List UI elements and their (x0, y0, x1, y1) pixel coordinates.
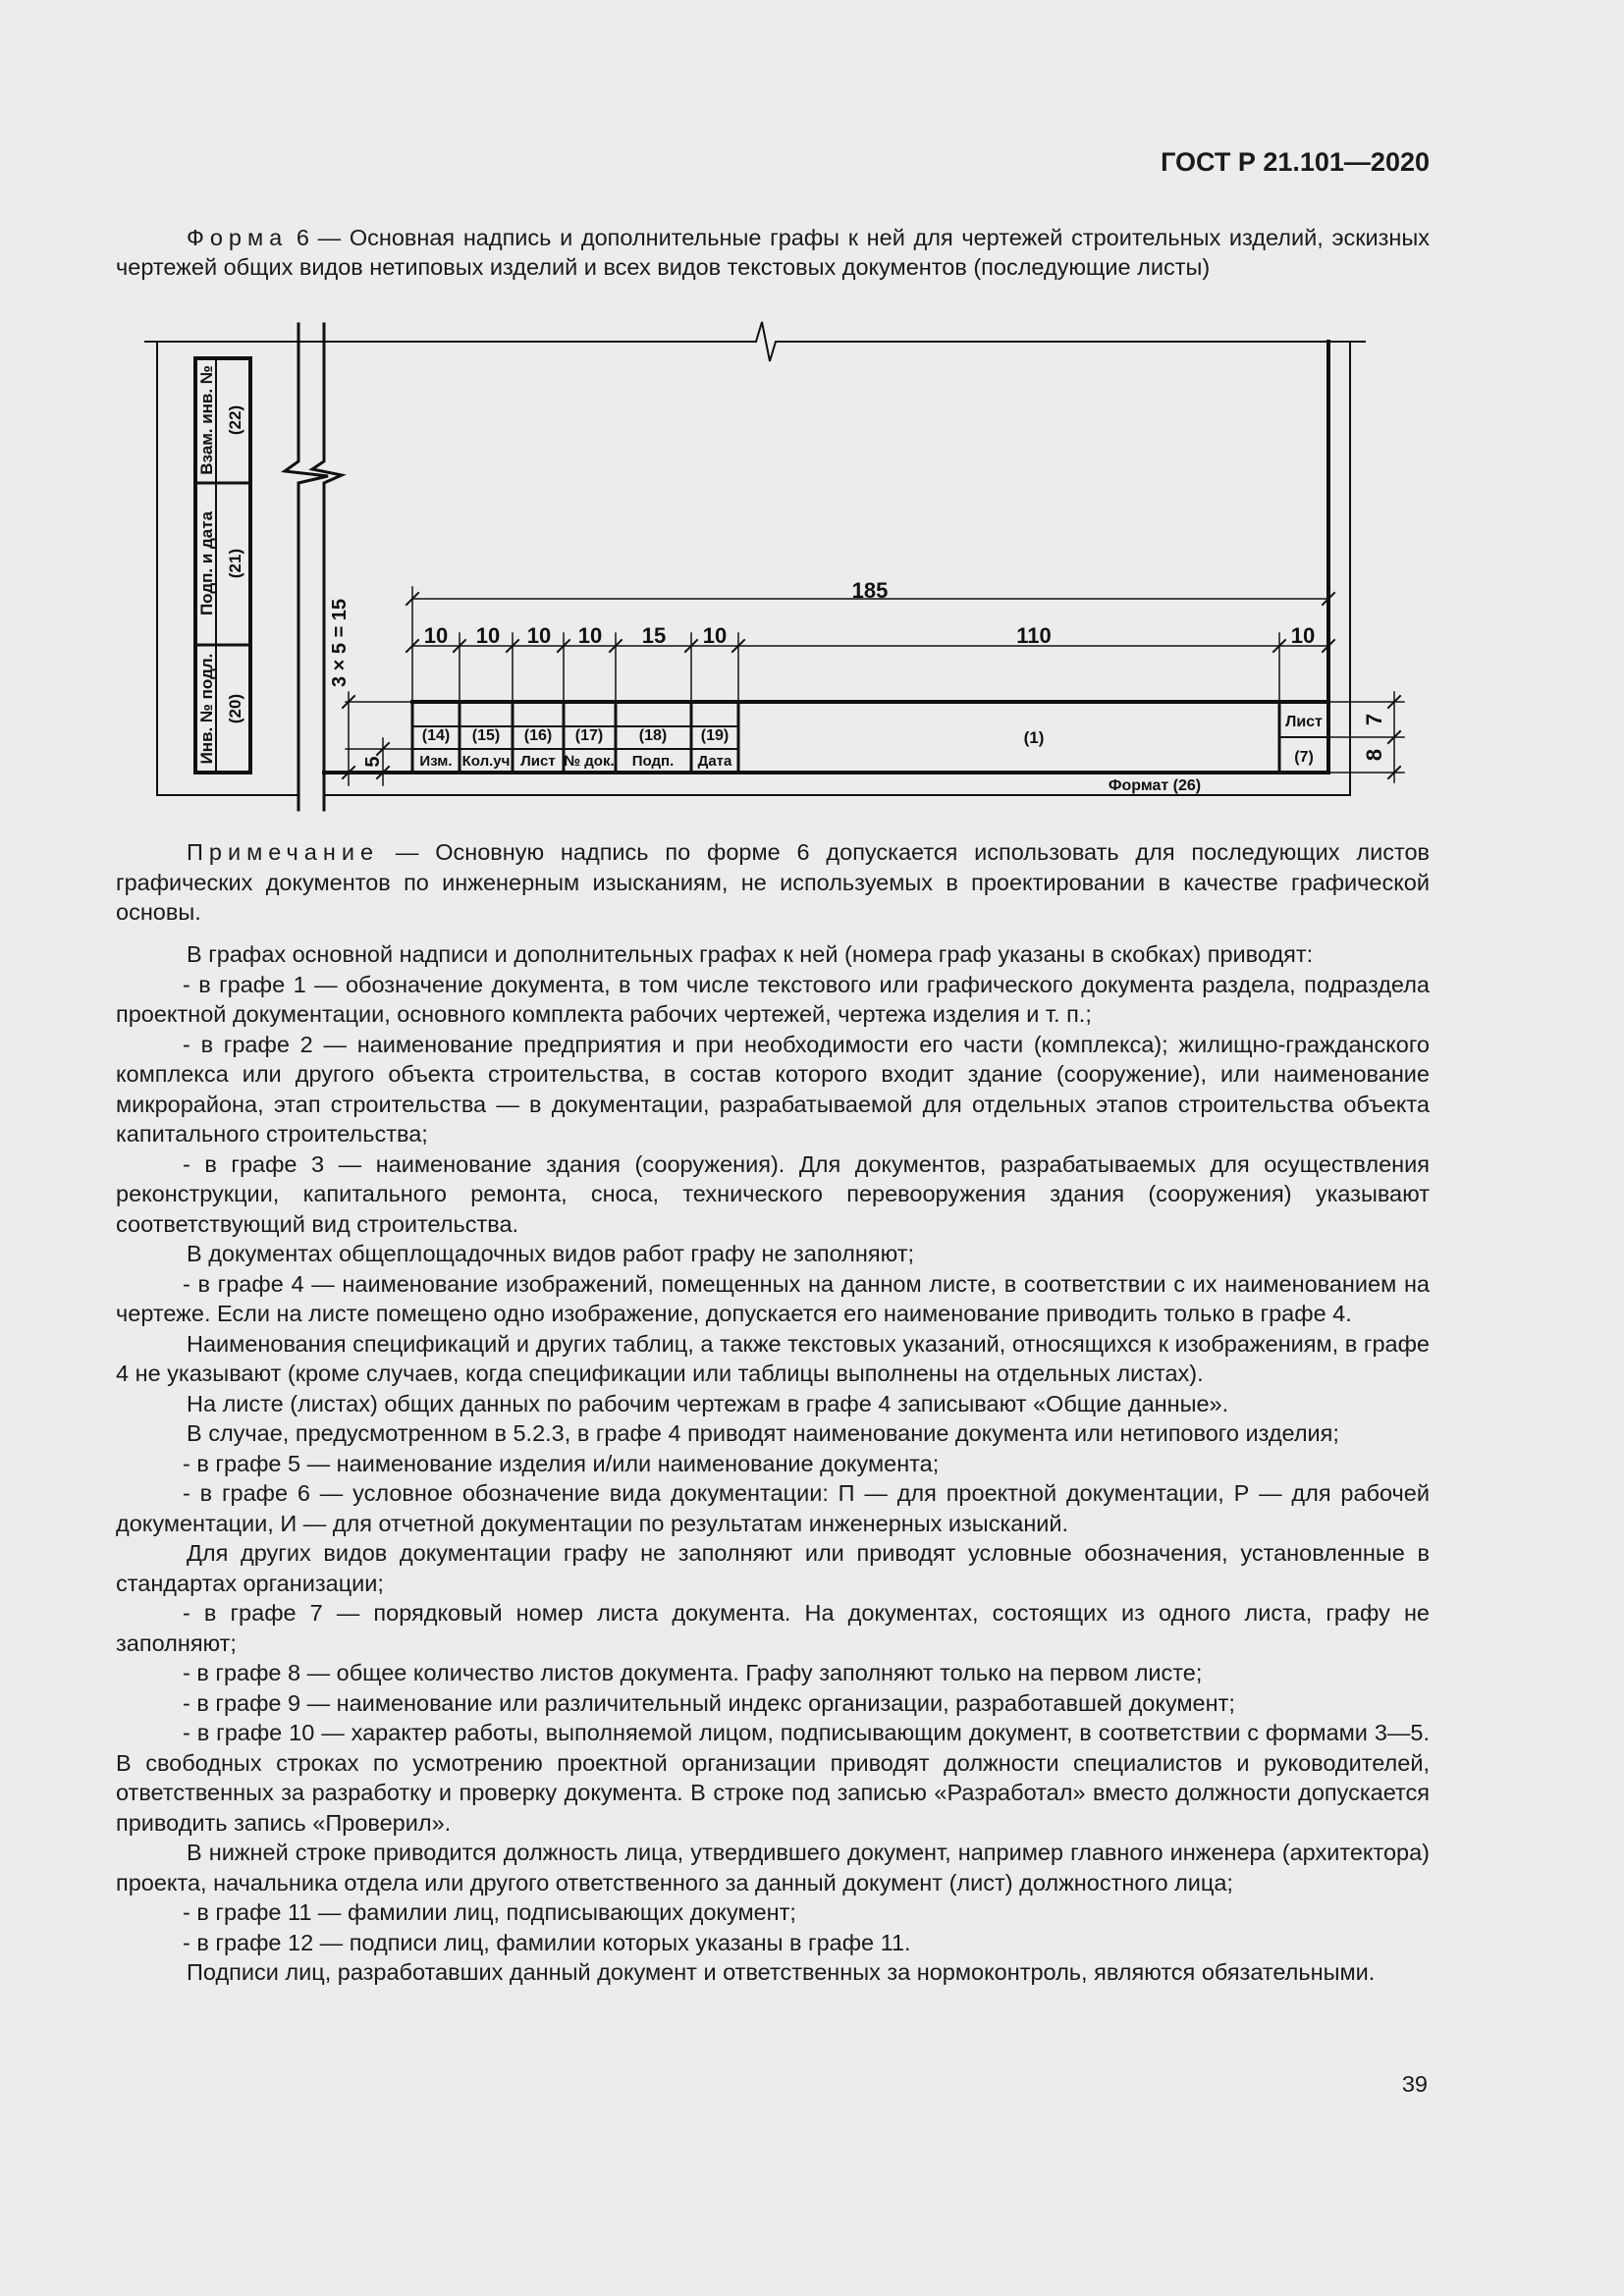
col-num-16: (16) (523, 727, 553, 744)
paragraph: - в графе 12 — подписи лиц, фамилии которых указаны в графе 11. (183, 1929, 911, 1955)
dim-5: 5 (362, 756, 384, 768)
paragraph: - в графе 11 — фамилии лиц, подписывающих документ; (183, 1899, 796, 1925)
paragraph: На листе (листах) общих данных по рабочим чертежам в графе 4 записывают «Общие данные». (187, 1390, 1229, 1416)
side-num-20: (20) (226, 693, 244, 724)
sheet-label: Лист (1285, 714, 1323, 730)
paragraph: - в графе 10 — характер работы, выполняемой лицом, подписывающим документ, в соответствии с формами 3—5. В свободных строках по усмотрению проектной организации приводят должности специалистов и руководителей, ответственных за разработку и проверку документа. В строке под записью «Разработал» вместо должности допускается приводить запись «Проверил». (116, 1720, 1430, 1836)
paragraph: - в графе 8 — общее количество листов документа. Графу заполняют только на первом листе; (183, 1660, 1203, 1685)
dim-col-1: 110 (1016, 623, 1052, 648)
col-label-izm: Изм. (419, 753, 453, 770)
dim-col-14: 10 (423, 623, 449, 648)
form-caption-text: 6 — Основная надпись и дополнительные графы к ней для чертежей строительных изделий, эскизных чертежей общих видов нетиповых изделий и всех видов текстовых документов (последующие листы) (116, 225, 1430, 280)
paragraph: - в графе 1 — обозначение документа, в том числе текстового или графического документа раздела, подраздела проектной документации, основного комплекта рабочих чертежей, чертежа изделия и т. п.; (116, 971, 1430, 1027)
binding-line-right-break (312, 324, 342, 810)
dim-8: 8 (1362, 748, 1386, 762)
paragraph: - в графе 2 — наименование предприятия и при необходимости его части (комплекса); жилищно-гражданского комплекса или другого объекта строительства, в состав которого входит здание (сооружение), или наименование микрорайона, этап строительства — в документации, разрабатываемой для отдельных этапов строительства объекта капитального строительства; (116, 1031, 1430, 1147)
page-number: 39 (1401, 2071, 1428, 2097)
side-label-inv-zam: Взам. инв. № (197, 365, 216, 475)
format-label: Формат (26) (1108, 777, 1202, 794)
paragraph: - в графе 4 — наименование изображений, помещенных на данном листе, в соответствии с их наименованием на чертеже. Если на листе помещено одно изображение, допускается его наименование приводить только в графе 4. (116, 1270, 1430, 1326)
col-label-n-dok: № док. (564, 753, 615, 770)
paragraph: Для других видов документации графу не заполняют или приводят условные обозначения, установленные в стандартах организации; (116, 1540, 1430, 1596)
col-num-17: (17) (574, 727, 604, 744)
paragraph: В случае, предусмотренном в 5.2.3, в графе 4 приводят наименование документа или нетипового изделия; (187, 1420, 1339, 1446)
col-label-kol-uch: Кол.уч (461, 753, 511, 770)
dim-col-18: 15 (641, 623, 667, 648)
title-block-drawing (0, 0, 1624, 815)
paragraph: - в графе 7 — порядковый номер листа документа. На документах, состоящих из одного листа, графу не заполняют; (116, 1600, 1430, 1656)
dim-col-16: 10 (526, 623, 552, 648)
side-num-21: (21) (226, 548, 244, 579)
paragraph: Наименования спецификаций и других таблиц, а также текстовых указаний, относящихся к изображениям, в графе 4 не указывают (кроме случаев, когда спецификации или таблицы выполнены на отдельных листах). (116, 1330, 1430, 1386)
side-num-22: (22) (226, 404, 244, 436)
field-1-label: (1) (1023, 728, 1045, 747)
paragraph: В графах основной надписи и дополнительных графах к ней (номера граф указаны в скобках) приводят: (187, 941, 1314, 967)
col-num-18: (18) (638, 727, 668, 744)
dim-7: 7 (1362, 713, 1386, 726)
dim-col-17: 10 (577, 623, 603, 648)
col-num-19: (19) (700, 727, 730, 744)
dim-col-15: 10 (475, 623, 501, 648)
body-text (116, 939, 1430, 1988)
col-label-podp: Подп. (631, 753, 675, 770)
dim-col-7: 10 (1290, 623, 1316, 648)
side-label-inv-podl: Инв. № подл. (197, 653, 216, 765)
side-label-podp-data: Подп. и дата (197, 510, 216, 616)
dim-total-185: 185 (851, 578, 889, 603)
paragraph: Подписи лиц, разработавших данный документ и ответственных за нормоконтроль, являются обязательными. (187, 1959, 1376, 1985)
paragraph: В документах общеплощадочных видов работ графу не заполняют; (187, 1241, 914, 1266)
document-code: ГОСТ Р 21.101—2020 (1161, 147, 1430, 177)
paragraph: - в графе 5 — наименование изделия и/или наименование документа; (183, 1450, 940, 1476)
sheet-num-label: (7) (1294, 749, 1314, 766)
note-word: Примечание (187, 839, 380, 865)
frame-top-break-line (145, 322, 1365, 361)
col-label-list: Лист (520, 753, 556, 770)
note-text: — Основную надпись по форме 6 допускается использовать для последующих листов графических документов по инженерным изысканиям, не используемых в проектировании в качестве графической основы. (116, 839, 1430, 925)
dim-col-19: 10 (702, 623, 728, 648)
col-num-15: (15) (471, 727, 501, 744)
paragraph: - в графе 6 — условное обозначение вида документации: П — для проектной документации, Р — для рабочей документации, И — для отчетной документации по результатам инженерных изысканий. (116, 1480, 1430, 1536)
paragraph: - в графе 3 — наименование здания (сооружения). Для документов, разрабатываемых для осуществления реконструкции, капитального ремонта, сноса, технического перевооружения здания (сооружения) указывают соответствующий вид строительства. (116, 1150, 1430, 1237)
form-word: Форма (187, 225, 289, 250)
col-num-14: (14) (421, 727, 451, 744)
note-paragraph (116, 837, 1430, 928)
dimension-ticks (343, 593, 1400, 778)
paragraph: - в графе 9 — наименование или различительный индекс организации, разработавшей документ; (183, 1689, 1235, 1716)
binding-line-left-break (285, 324, 328, 810)
dim-vertical-15: 3 × 5 = 15 (329, 598, 351, 688)
paragraph: В нижней строке приводится должность лица, утвердившего документ, например главного инженера (архитектора) проекта, начальника отдела или другого ответственного за данный документ (лист) должностного лица; (116, 1840, 1430, 1896)
col-label-data: Дата (697, 753, 732, 770)
